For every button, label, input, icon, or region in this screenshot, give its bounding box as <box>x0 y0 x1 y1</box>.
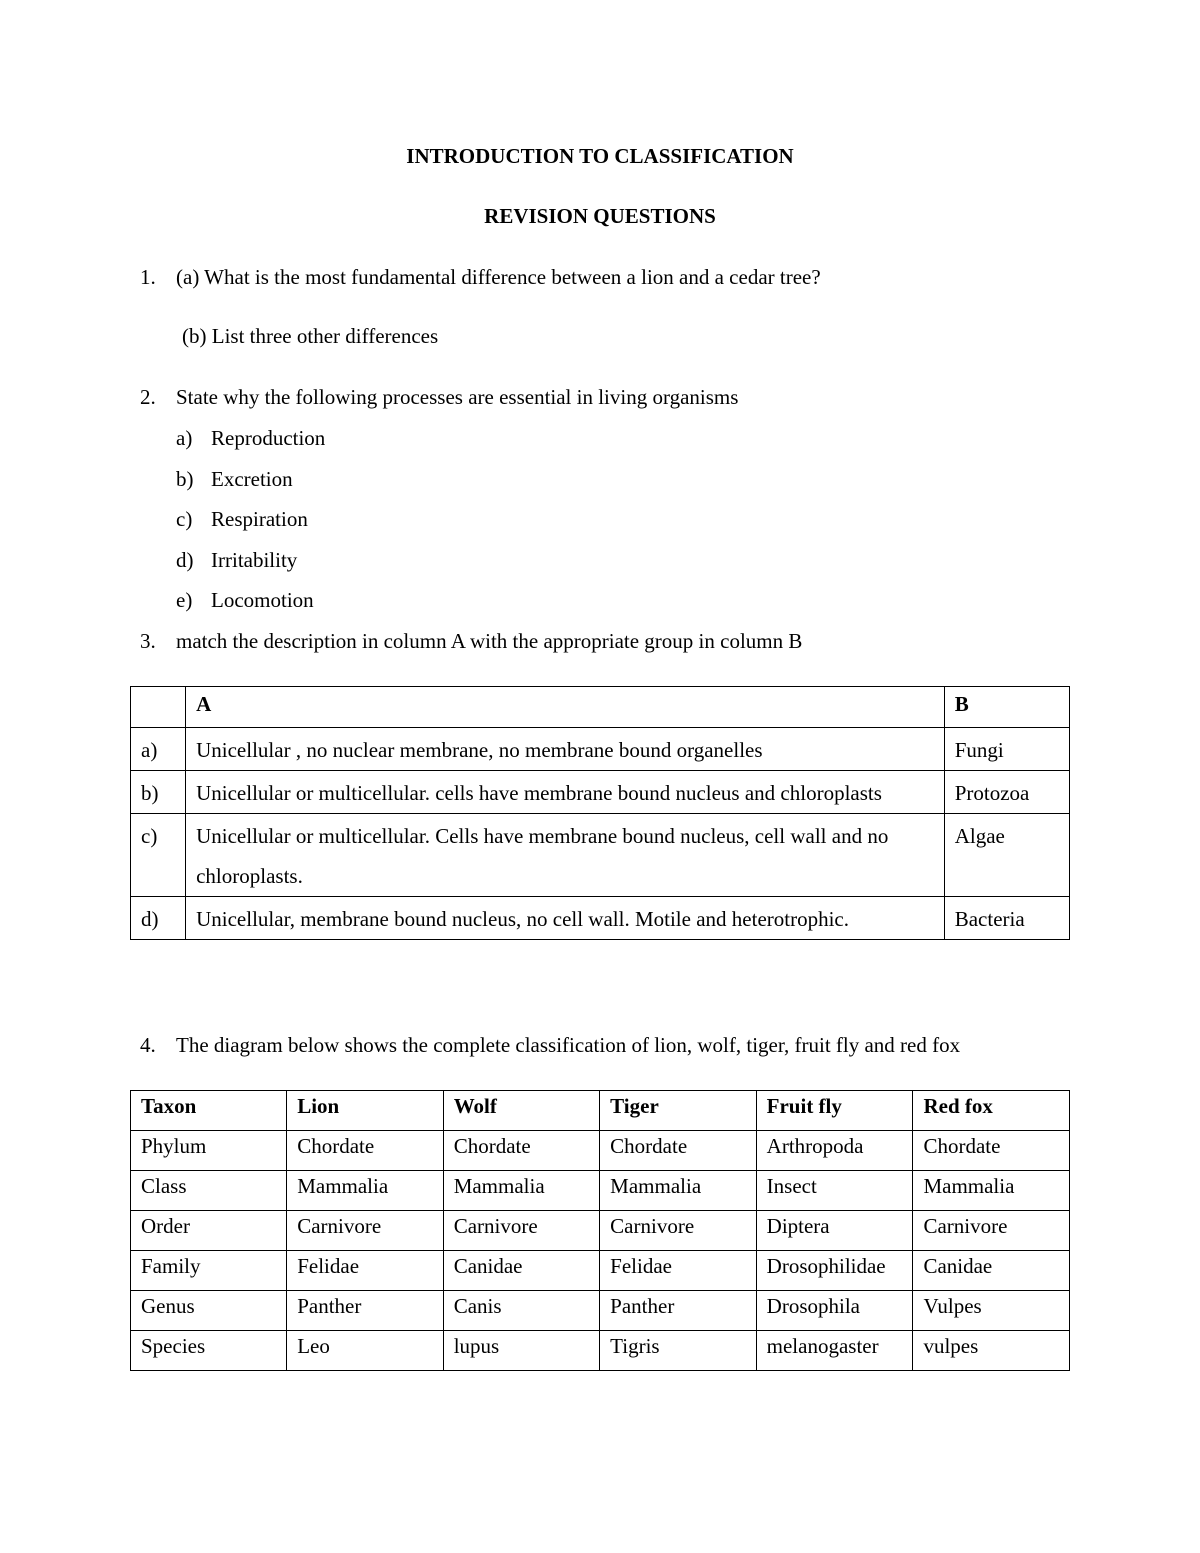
table-cell: Phylum <box>131 1131 287 1171</box>
table-cell: Tigris <box>600 1331 756 1371</box>
table-header-cell: Taxon <box>131 1091 287 1131</box>
table-cell: Panther <box>287 1291 443 1331</box>
question-2-number: 2. <box>140 385 156 409</box>
document-subtitle: REVISION QUESTIONS <box>484 204 716 228</box>
table-cell: Leo <box>287 1331 443 1371</box>
question-1a-text: (a) What is the most fundamental difference between a lion and a cedar tree? <box>176 265 821 289</box>
table-cell: Canidae <box>913 1251 1070 1291</box>
table-cell: Unicellular or multicellular. Cells have membrane bound nucleus, cell wall and no chloroplasts. <box>186 814 945 897</box>
table-cell: Drosophilidae <box>756 1251 913 1291</box>
table-row <box>131 1331 1070 1371</box>
table-cell: Carnivore <box>287 1211 443 1251</box>
table-cell: Chordate <box>913 1131 1070 1171</box>
table-cell: c) <box>131 814 186 897</box>
question-2-item-text: Irritability <box>211 548 298 572</box>
table-header-cell <box>131 687 186 728</box>
matching-table <box>130 686 1070 940</box>
table-cell: Drosophila <box>756 1291 913 1331</box>
table-cell: Mammalia <box>600 1171 756 1211</box>
table-cell: Unicellular , no nuclear membrane, no membrane bound organelles <box>186 728 945 771</box>
table-cell: Carnivore <box>600 1211 756 1251</box>
table-row <box>131 814 1070 897</box>
question-4-text: The diagram below shows the complete classification of lion, wolf, tiger, fruit fly and red fox <box>176 1033 961 1057</box>
question-1-number: 1. <box>140 265 156 289</box>
table-cell: Insect <box>756 1171 913 1211</box>
table-cell: Protozoa <box>944 771 1069 814</box>
table-cell: Mammalia <box>443 1171 599 1211</box>
question-4-number: 4. <box>140 1033 156 1057</box>
table-cell: Felidae <box>287 1251 443 1291</box>
table-cell: Class <box>131 1171 287 1211</box>
table-cell: Fungi <box>944 728 1069 771</box>
table-header-row <box>131 687 1070 728</box>
table-row <box>131 1171 1070 1211</box>
table-row <box>131 1211 1070 1251</box>
table-cell: Chordate <box>443 1131 599 1171</box>
table-cell: Family <box>131 1251 287 1291</box>
table-header-cell: Red fox <box>913 1091 1070 1131</box>
question-3-text: match the description in column A with the appropriate group in column B <box>176 629 803 653</box>
table-cell: d) <box>131 897 186 940</box>
table-header-cell: A <box>186 687 945 728</box>
question-2-item-label: d) <box>176 548 194 572</box>
table-cell: Chordate <box>600 1131 756 1171</box>
table-header-cell: Lion <box>287 1091 443 1131</box>
table-row <box>131 771 1070 814</box>
question-2-item-label: a) <box>176 426 193 450</box>
table-cell: Carnivore <box>913 1211 1070 1251</box>
question-2-item-label: e) <box>176 588 193 612</box>
table-cell: Mammalia <box>287 1171 443 1211</box>
table-header-cell: B <box>944 687 1069 728</box>
question-2-item-text: Locomotion <box>211 588 314 612</box>
question-2-item-label: b) <box>176 467 194 491</box>
table-cell: melanogaster <box>756 1331 913 1371</box>
table-cell: Diptera <box>756 1211 913 1251</box>
question-1b-text: (b) List three other differences <box>182 324 439 348</box>
question-2-item-label: c) <box>176 507 193 531</box>
question-2-item-text: Reproduction <box>211 426 326 450</box>
document-title: INTRODUCTION TO CLASSIFICATION <box>406 144 794 168</box>
table-cell: b) <box>131 771 186 814</box>
table-header-cell: Wolf <box>443 1091 599 1131</box>
table-cell: Vulpes <box>913 1291 1070 1331</box>
table-cell: Canis <box>443 1291 599 1331</box>
table-row <box>131 728 1070 771</box>
table-cell: Canidae <box>443 1251 599 1291</box>
table-cell: Bacteria <box>944 897 1069 940</box>
table-cell: Carnivore <box>443 1211 599 1251</box>
table-cell: Unicellular, membrane bound nucleus, no cell wall. Motile and heterotrophic. <box>186 897 945 940</box>
table-cell: a) <box>131 728 186 771</box>
question-2-text: State why the following processes are essential in living organisms <box>176 385 739 409</box>
table-header-row <box>131 1091 1070 1131</box>
table-row <box>131 1251 1070 1291</box>
table-cell: vulpes <box>913 1331 1070 1371</box>
table-cell: Genus <box>131 1291 287 1331</box>
table-row <box>131 1291 1070 1331</box>
table-cell: Algae <box>944 814 1069 897</box>
classification-table <box>130 1090 1070 1371</box>
table-cell: Mammalia <box>913 1171 1070 1211</box>
table-cell: lupus <box>443 1331 599 1371</box>
table-row <box>131 897 1070 940</box>
table-cell: Unicellular or multicellular. cells have membrane bound nucleus and chloroplasts <box>186 771 945 814</box>
table-header-cell: Fruit fly <box>756 1091 913 1131</box>
question-3-number: 3. <box>140 629 156 653</box>
table-row <box>131 1131 1070 1171</box>
table-cell: Chordate <box>287 1131 443 1171</box>
table-cell: Felidae <box>600 1251 756 1291</box>
table-cell: Order <box>131 1211 287 1251</box>
question-2-item-text: Excretion <box>211 467 293 491</box>
question-2-item-text: Respiration <box>211 507 308 531</box>
table-cell: Panther <box>600 1291 756 1331</box>
table-header-cell: Tiger <box>600 1091 756 1131</box>
table-cell: Arthropoda <box>756 1131 913 1171</box>
table-cell: Species <box>131 1331 287 1371</box>
